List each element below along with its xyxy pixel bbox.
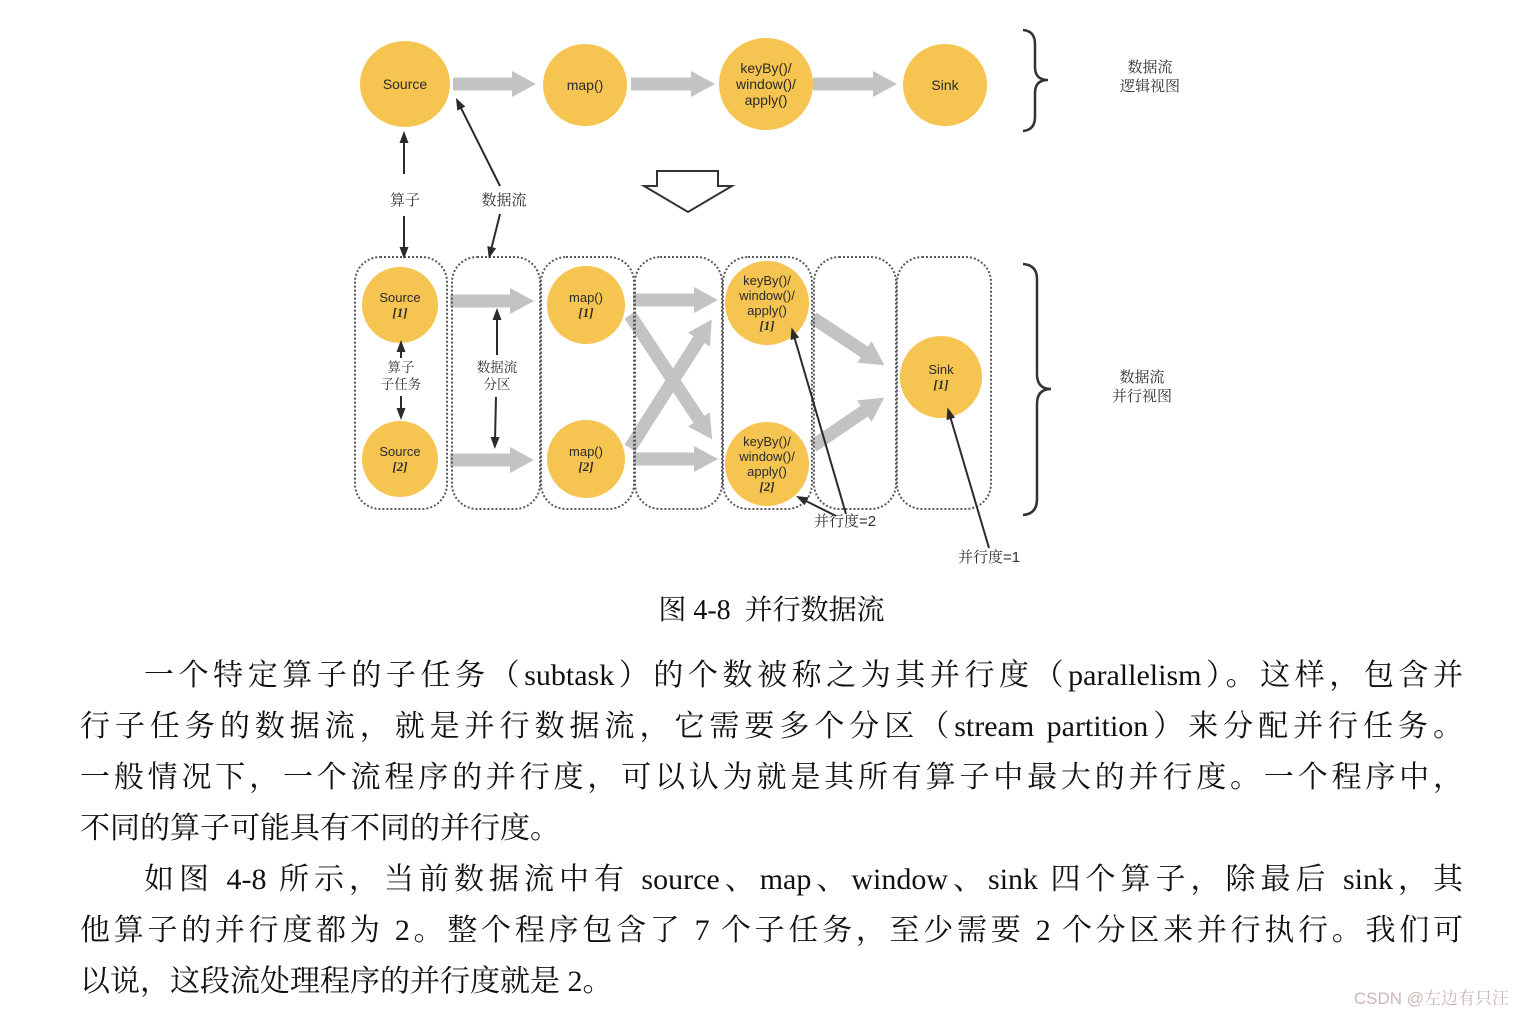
node-label: Source	[382, 76, 428, 92]
node-label: Sink	[931, 77, 959, 93]
body-line: 如图 4-8 所示，当前数据流中有 source、map、window、sink 四个算子，除最后 sink，其	[144, 863, 1463, 896]
node-subtask-index: [1]	[578, 305, 594, 320]
label-text: 数据流	[481, 192, 527, 209]
label-text: 算子	[387, 360, 415, 375]
label-text: 算子	[389, 192, 420, 209]
label-text: 分区	[483, 377, 511, 392]
node-label: keyBy()/	[743, 273, 791, 288]
label-text: 并行度=2	[813, 513, 877, 530]
node-subtask-index: [2]	[759, 479, 775, 494]
label-text: 并行视图	[1111, 388, 1172, 405]
node-label: map()	[566, 77, 604, 93]
label-text: 逻辑视图	[1119, 78, 1180, 95]
label-text: 数据流	[1127, 59, 1173, 76]
node-subtask-index: [1]	[933, 377, 949, 392]
node-label: map()	[569, 444, 603, 459]
body-line: 不同的算子可能具有不同的并行度。	[80, 812, 560, 845]
node-label: Sink	[928, 362, 954, 377]
body-line: 行子任务的数据流，就是并行数据流，它需要多个分区（stream partition）来分配并行任务。	[80, 710, 1463, 743]
label-text: 子任务	[380, 377, 422, 392]
node-label: apply()	[747, 303, 787, 318]
node-label: window()/	[739, 288, 795, 303]
node-label: keyBy()/	[740, 60, 792, 76]
node-label: apply()	[747, 464, 787, 479]
csdn-watermark: CSDN @左边有只汪	[1353, 989, 1509, 1008]
node-subtask-index: [1]	[759, 318, 775, 333]
pointer-arrows	[401, 106, 989, 548]
node-label: window()/	[736, 76, 796, 92]
label-text: 并行度=1	[957, 549, 1021, 566]
body-line: 一般情况下，一个流程序的并行度，可以认为就是其所有算子中最大的并行度。一个程序中，	[80, 761, 1463, 794]
node-label: keyBy()/	[743, 434, 791, 449]
node-label: Source	[379, 290, 421, 305]
node-label: map()	[569, 290, 603, 305]
body-line: 一个特定算子的子任务（subtask）的个数被称之为其并行度（parallelism）。这样，包含并	[144, 659, 1463, 692]
node-label: window()/	[739, 449, 795, 464]
label-text: 数据流	[476, 360, 518, 375]
node-subtask-index: [2]	[392, 459, 408, 474]
body-line: 他算子的并行度都为 2。整个程序包含了 7 个子任务，至少需要 2 个分区来并行执行。我们可	[80, 914, 1463, 947]
body-text	[80, 650, 1463, 1007]
figure-caption: 图 4-8 并行数据流	[658, 595, 885, 626]
label-text: 数据流	[1119, 369, 1165, 386]
node-subtask-index: [1]	[392, 305, 408, 320]
node-label: Source	[379, 444, 421, 459]
node-subtask-index: [2]	[578, 459, 594, 474]
body-line: 以说，这段流处理程序的并行度就是 2。	[80, 965, 613, 998]
node-label: apply()	[744, 92, 788, 108]
